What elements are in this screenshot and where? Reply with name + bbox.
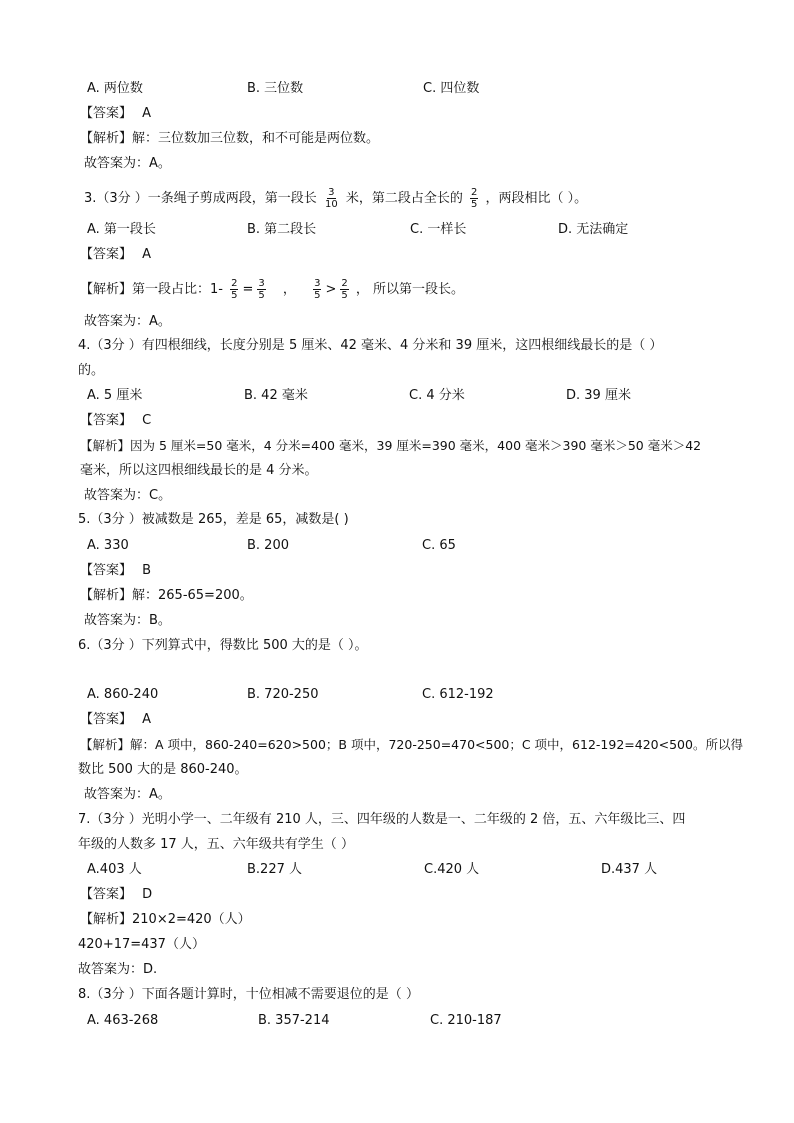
- q4-stem-line-1: 4.（3分 ）有四根细线，长度分别是 5 厘米、42 毫米、4 分米和 39 厘米，这四根细线最长的是（ ）: [78, 338, 663, 353]
- q6-analysis-line-2: 数比 500 大的是 860-240。: [78, 762, 248, 777]
- q4-option-b: B. 42 毫米: [244, 388, 308, 403]
- answer-value: A: [142, 247, 152, 262]
- q8-option-a: A. 463-268: [87, 1013, 159, 1028]
- q3-stem-part-c: ，两段相比（ ）。: [485, 191, 588, 206]
- q7-conclusion: 故答案为：D.: [78, 962, 158, 977]
- q7-option-d: D.437 人: [601, 862, 658, 877]
- q3-stem-part-a: 3.（3分 ）一条绳子剪成两段，第一段长: [84, 191, 317, 206]
- q8-stem: 8.（3分 ）下面各题计算时，十位相减不需要退位的是（ ）: [78, 987, 419, 1002]
- q6-option-a: A. 860-240: [87, 687, 159, 702]
- q6-analysis-line-1: 【解析】解：A 项中，860-240=620>500；B 项中，720-250=470<500；C 项中，612-192=420<500。所以得: [80, 737, 743, 752]
- q5-option-c: C. 65: [422, 538, 456, 553]
- fraction-denominator: 10: [324, 199, 338, 210]
- fraction: [340, 278, 348, 301]
- q7-analysis-line-2: 420+17=437（人）: [78, 937, 205, 952]
- q4-conclusion: 故答案为：C。: [84, 488, 172, 503]
- answer-label: 【答案】: [80, 563, 133, 578]
- q4-stem-line-2: 的。: [78, 363, 105, 378]
- answer-value: A: [142, 712, 152, 727]
- q7-option-c: C.420 人: [424, 862, 480, 877]
- q5-option-a: A. 330: [87, 538, 129, 553]
- greater-than-sign: >: [325, 282, 337, 297]
- q6-option-c: C. 612-192: [422, 687, 494, 702]
- q7-stem-line-1: 7.（3分 ）光明小学一、二年级有 210 人，三、四年级的人数是一、二年级的 2 倍，五、六年级比三、四: [78, 812, 686, 827]
- q3-analysis: [80, 278, 464, 301]
- q5-analysis: 【解析】解：265-65=200。: [80, 588, 253, 603]
- fraction-numerator: 3: [328, 187, 335, 198]
- q3-option-d: D. 无法确定: [558, 222, 629, 237]
- q2-conclusion: 故答案为：A。: [84, 156, 171, 171]
- q4-analysis-line-2: 毫米，所以这四根细线最长的是 4 分米。: [80, 463, 318, 478]
- fraction-denominator: 5: [231, 290, 238, 301]
- q4-option-d: D. 39 厘米: [566, 388, 631, 403]
- q7-option-b: B.227 人: [247, 862, 302, 877]
- fraction: [257, 278, 265, 301]
- answer-label: 【答案】: [80, 247, 133, 262]
- analysis-prefix: 【解析】第一段占比：1-: [80, 282, 223, 297]
- q4-option-c: C. 4 分米: [409, 388, 465, 403]
- q6-answer: [80, 711, 151, 729]
- q4-analysis-line-1: 【解析】因为 5 厘米=50 毫米，4 分米=400 毫米，39 厘米=390 毫米，400 毫米＞390 毫米＞50 毫米＞42: [80, 438, 702, 453]
- q6-stem: 6.（3分 ）下列算式中，得数比 500 大的是（ ）。: [78, 638, 368, 653]
- q3-conclusion: 故答案为：A。: [84, 314, 171, 329]
- q8-option-c: C. 210-187: [430, 1013, 502, 1028]
- fraction-denominator: 5: [470, 199, 478, 210]
- fraction-denominator: 5: [341, 290, 348, 301]
- q2-option-a: A. 两位数: [87, 81, 143, 96]
- fraction: [313, 278, 321, 301]
- q5-conclusion: 故答案为：B。: [84, 613, 171, 628]
- q8-option-b: B. 357-214: [258, 1013, 330, 1028]
- fraction-denominator: 5: [314, 290, 321, 301]
- q4-option-a: A. 5 厘米: [87, 388, 143, 403]
- q6-option-b: B. 720-250: [247, 687, 319, 702]
- fraction-denominator: 5: [258, 290, 265, 301]
- q2-analysis: 【解析】解：三位数加三位数，和不可能是两位数。: [80, 131, 380, 146]
- answer-label: 【答案】: [80, 712, 133, 727]
- fraction-numerator: 2: [341, 278, 348, 289]
- separator: ，: [282, 282, 296, 297]
- q7-option-a: A.403 人: [87, 862, 142, 877]
- fraction-numerator: 3: [258, 278, 265, 289]
- q3-stem: [84, 187, 587, 210]
- q3-stem-part-b: 米，第二段占全长的: [345, 191, 463, 206]
- q7-stem-line-2: 年级的人数多 17 人，五、六年级共有学生（ ）: [78, 837, 354, 852]
- answer-label: 【答案】: [80, 106, 133, 121]
- q7-answer: [80, 886, 152, 904]
- equals-sign: =: [242, 282, 254, 297]
- fraction-numerator: 3: [314, 278, 321, 289]
- fraction-numerator: 2: [231, 278, 238, 289]
- fraction-numerator: 2: [470, 187, 478, 198]
- q3-option-a: A. 第一段长: [87, 222, 156, 237]
- q2-option-b: B. 三位数: [247, 81, 304, 96]
- answer-value: D: [142, 887, 153, 902]
- q7-analysis-line-1: 【解析】210×2=420（人）: [80, 912, 251, 927]
- answer-value: C: [142, 413, 152, 428]
- q5-answer: [80, 562, 151, 580]
- q6-conclusion: 故答案为：A。: [84, 787, 171, 802]
- analysis-suffix: ， 所以第一段长。: [355, 282, 464, 297]
- q3-option-b: B. 第二段长: [247, 222, 317, 237]
- q3-option-c: C. 一样长: [410, 222, 467, 237]
- answer-label: 【答案】: [80, 887, 133, 902]
- answer-value: B: [142, 563, 152, 578]
- q4-answer: [80, 412, 151, 430]
- q5-stem: 5.（3分 ）被减数是 265，差是 65，减数是( ): [78, 512, 349, 527]
- q5-option-b: B. 200: [247, 538, 289, 553]
- answer-label: 【答案】: [80, 413, 133, 428]
- fraction-3-10: [324, 187, 339, 210]
- q2-answer: [80, 105, 151, 123]
- answer-value: A: [142, 106, 152, 121]
- q2-option-c: C. 四位数: [423, 81, 480, 96]
- fraction-2-5: [470, 187, 478, 210]
- fraction: [230, 278, 238, 301]
- q3-answer: [80, 246, 151, 264]
